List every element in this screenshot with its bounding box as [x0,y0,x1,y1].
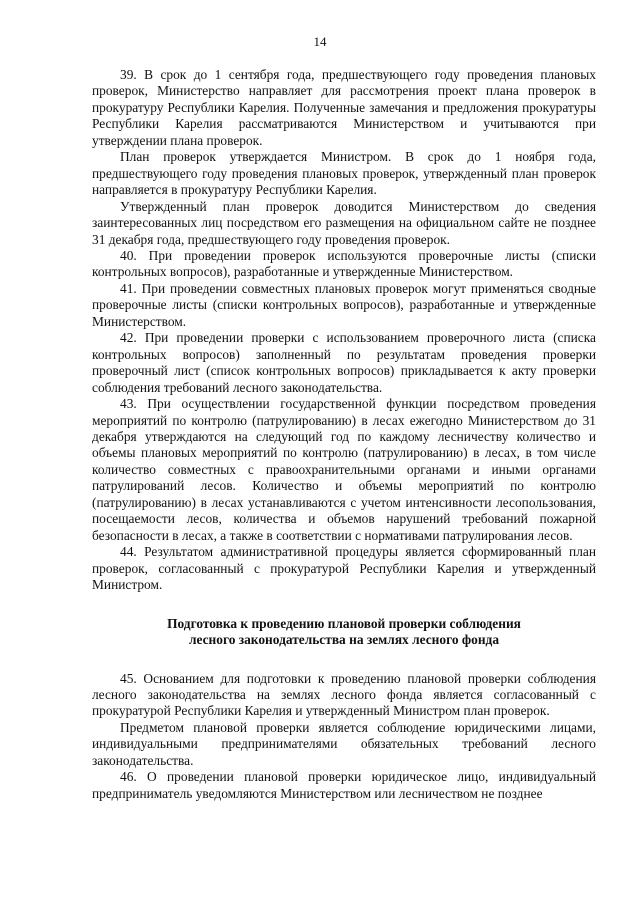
paragraph-46: 46. О проведении плановой проверки юридическое лицо, индивидуальный предприниматель уведомляются Министерством или лесничеством не позднее [92,769,596,801]
paragraph-40: 40. При проведении проверок используются проверочные листы (списки контрольных вопросов), разработанные и утвержденные Министерством. [92,247,596,280]
paragraph-plan-publication: Утвержденный план проверок доводится Министерством до сведения заинтересованных лиц посредством его размещения на официальном сайте не позднее 31 декабря года, предшествующего году проведения проверок. [92,198,596,247]
paragraph-39: 39. В срок до 1 сентября года, предшествующего году проведения плановых проверок, Министерство направляет для рассмотрения проект плана проверок в прокуратуру Республики Карелия. Полученные замечания и предложения прокуратуры Республики Карелия рассматриваются Министерством и учитываются при утверждении плана проверок. [92,67,596,148]
section-heading-line-1: Подготовка к проведению плановой проверки соблюдения [167,615,521,631]
paragraph-44: 44. Результатом административной процедуры является сформированный план проверок, согласованный с прокуратурой Республики Карелия и утвержденный Министром. [92,544,596,593]
section-heading [92,616,596,649]
document-body [92,67,596,802]
page-number: 14 [313,34,327,49]
section-heading-line-2: лесного законодательства на землях лесного фонда [188,632,500,647]
paragraph-inspection-subject: Предметом плановой проверки является соблюдение юридическими лицами, индивидуальными предпринимателями обязательных требований лесного законодательства. [92,719,596,768]
paragraph-41: 41. При проведении совместных плановых проверок могут применяться сводные проверочные листы (списки контрольных вопросов), разработанные и утвержденные Министерством. [92,280,596,329]
paragraph-42: 42. При проведении проверки с использованием проверочного листа (списка контрольных вопросов) заполненный по результатам проведения проверки проверочный лист (список контрольных вопросов) прикладывается к акту проверки соблюдения требований лесного законодательства. [92,330,596,395]
paragraph-43: 43. При осуществлении государственной функции посредством проведения мероприятий по контролю (патрулированию) в лесах ежегодно Министерством до 31 декабря утверждаются на следующий год по каждому лесничеству количество и объемы плановых мероприятий по контролю (патрулированию) в лесах, в том числе количество совместных с правоохранительными органами и иными органами патрулирований лесов. Количество и объемы мероприятий по контролю (патрулированию) в лесах устанавливаются с учетом интенсивности лесопользования, посещаемости лесов, количества и объемов нарушений требований пожарной безопасности в лесах, а также в соответствии с нормативами патрулирования лесов. [92,396,596,543]
paragraph-45: 45. Основанием для подготовки к проведению плановой проверки соблюдения лесного законодательства на землях лесного фонда является согласованный с прокуратурой Республики Карелия и утвержденный Министром план проверок. [92,670,596,719]
paragraph-plan-approval: План проверок утверждается Министром. В срок до 1 ноября года, предшествующего году проведения плановых проверок, утвержденный план проверок направляется в прокуратуру Республики Карелия. [92,149,596,198]
